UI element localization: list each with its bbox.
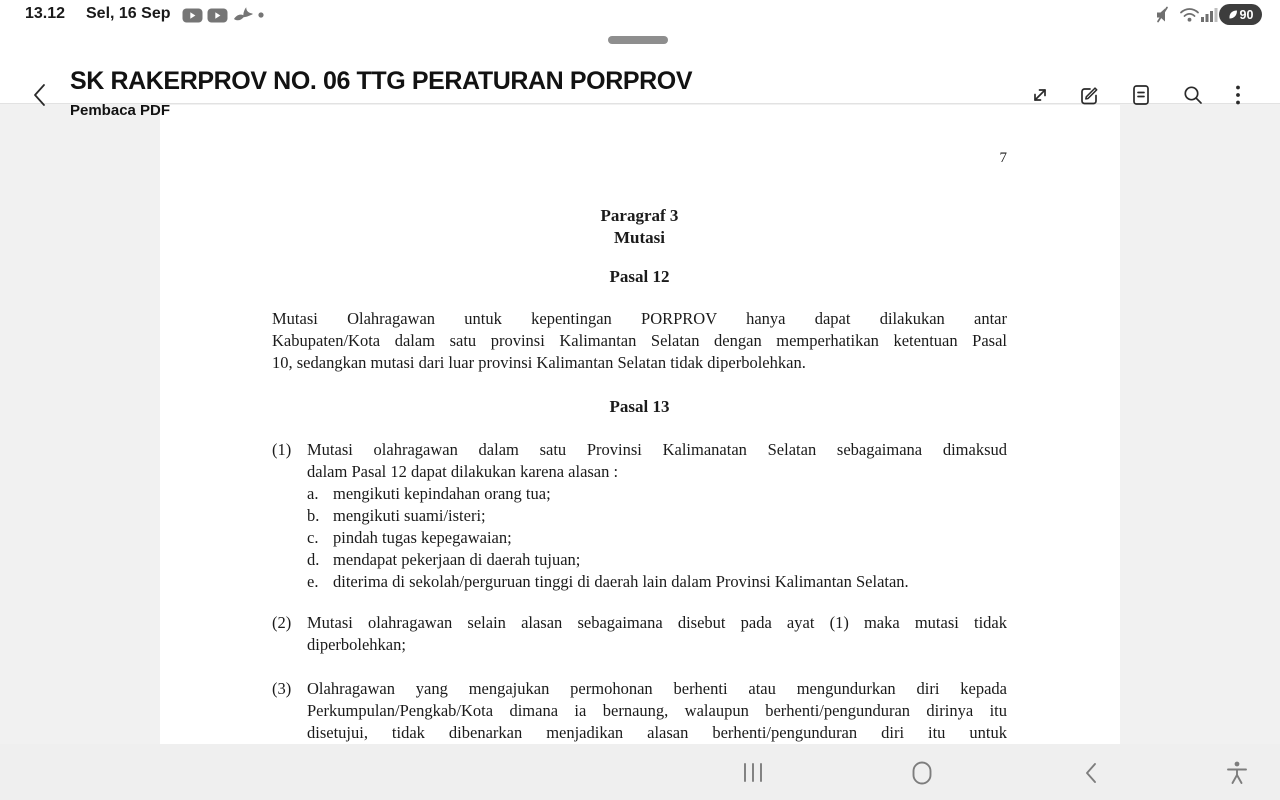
subitem-text: diterima di sekolah/perguruan tinggi di daerah lain dalam Provinsi Kalimantan Selatan. [333, 572, 909, 591]
list-item [272, 678, 1007, 744]
edit-button[interactable] [1077, 82, 1103, 108]
search-icon [1180, 82, 1206, 108]
pasal-12-title: Pasal 12 [609, 267, 670, 286]
subitem-text: pindah tugas kepegawaian; [333, 528, 512, 547]
subitem-marker: a. [307, 484, 319, 503]
more-options-button[interactable] [1225, 82, 1251, 108]
item-text [307, 678, 1007, 744]
pasal-12-body [272, 308, 1007, 374]
paragraf-heading: Paragraf 3 [600, 206, 679, 225]
list-subitem [307, 549, 1007, 571]
body-line: diperbolehkan; [307, 635, 406, 654]
expand-button[interactable] [1027, 82, 1053, 108]
page-number: 7 [999, 150, 1007, 166]
subitem-marker: e. [307, 572, 319, 591]
mute-icon [1154, 6, 1174, 28]
battery-pill [1219, 4, 1262, 25]
body-line: Kabupaten/Kota dalam satu provinsi Kalimantan Selatan dengan memperhatikan ketentuan Pasal [272, 331, 1007, 350]
pasal-13-title: Pasal 13 [609, 397, 670, 416]
header-titles [70, 65, 692, 119]
body-line: Perkumpulan/Pengkab/Kota dimana ia bernaung, walaupun berhenti/pengunduran dirinya itu [307, 701, 1007, 720]
reader-view-icon [1128, 82, 1154, 108]
reader-view-button[interactable] [1128, 82, 1154, 108]
recents-button[interactable] [739, 760, 767, 786]
more-options-icon [1225, 82, 1251, 108]
home-button[interactable] [908, 760, 936, 786]
back-icon [1078, 760, 1106, 786]
expand-icon [1027, 82, 1053, 108]
app-name: Pembaca PDF [70, 102, 171, 119]
subitem-text: mendapat pekerjaan di daerah tujuan; [333, 550, 581, 569]
list-item [272, 612, 1007, 656]
document-title: SK RAKERPROV NO. 06 TTG PERATURAN PORPROV [70, 67, 693, 95]
status-time: 13.12 [25, 5, 66, 22]
app-header [0, 30, 1280, 119]
status-date: Sel, 16 Sep [86, 5, 171, 22]
wifi-icon [1179, 6, 1200, 28]
header-actions [1254, 30, 1280, 100]
list-subitem [307, 527, 1007, 549]
back-button[interactable] [28, 80, 54, 110]
body-line: Mutasi olahragawan selain alasan sebagaimana disebut pada ayat (1) maka mutasi tidak [307, 613, 1007, 632]
body-line: Olahragawan yang mengajukan permohonan berhenti atau mengundurkan diri kepada [307, 679, 1007, 698]
item-marker: (3) [272, 679, 292, 698]
paragraf-subheading: Mutasi [614, 228, 665, 247]
youtube-icon [207, 8, 228, 23]
notification-dot [258, 12, 264, 27]
item-text [307, 612, 1007, 656]
body-line: 10, sedangkan mutasi dari luar provinsi Kalimantan Selatan tidak diperbolehkan. [272, 353, 806, 372]
battery-percent: 90 [1239, 7, 1254, 22]
status-bar [0, 0, 1280, 30]
body-line: Mutasi Olahragawan untuk kepentingan PORPROV hanya dapat dilakukan antar [272, 309, 1007, 328]
body-line: disetujui, tidak dibenarkan menjadikan alasan berhenti/pengunduran diri itu untuk [307, 723, 1007, 742]
list-subitem [307, 483, 1007, 505]
signal-icon [1201, 7, 1218, 29]
back-icon [28, 80, 54, 110]
subitem-marker: c. [307, 528, 319, 547]
search-button[interactable] [1180, 82, 1206, 108]
item-text [307, 439, 1007, 483]
item-marker: (1) [272, 440, 292, 459]
accessibility-icon [1223, 760, 1251, 786]
subitem-marker: b. [307, 506, 320, 525]
recents-icon [739, 760, 767, 786]
navigation-bar [0, 744, 1280, 800]
subitem-text: mengikuti kepindahan orang tua; [333, 484, 551, 503]
item-marker: (2) [272, 613, 292, 632]
subitem-marker: d. [307, 550, 320, 569]
pdf-page [160, 105, 1120, 800]
window-drag-handle[interactable] [608, 36, 668, 44]
list-subitem [307, 571, 1007, 593]
leaf-icon [1228, 9, 1238, 20]
bird-icon [233, 6, 253, 21]
home-icon [908, 760, 936, 786]
list-subitem [307, 505, 1007, 527]
list-item [272, 439, 1007, 483]
section-heading [272, 205, 1007, 249]
nav-back-button[interactable] [1078, 760, 1106, 786]
accessibility-button[interactable] [1223, 760, 1251, 786]
body-line: dalam Pasal 12 dapat dilakukan karena alasan : [307, 462, 619, 481]
edit-icon [1077, 82, 1103, 108]
pdf-viewport[interactable] [0, 100, 1280, 800]
subitem-text: mengikuti suami/isteri; [333, 506, 486, 525]
body-line: Mutasi olahragawan dalam satu Provinsi Kalimanatan Selatan sebagaimana dimaksud [307, 440, 1007, 459]
youtube-icon [182, 8, 203, 23]
